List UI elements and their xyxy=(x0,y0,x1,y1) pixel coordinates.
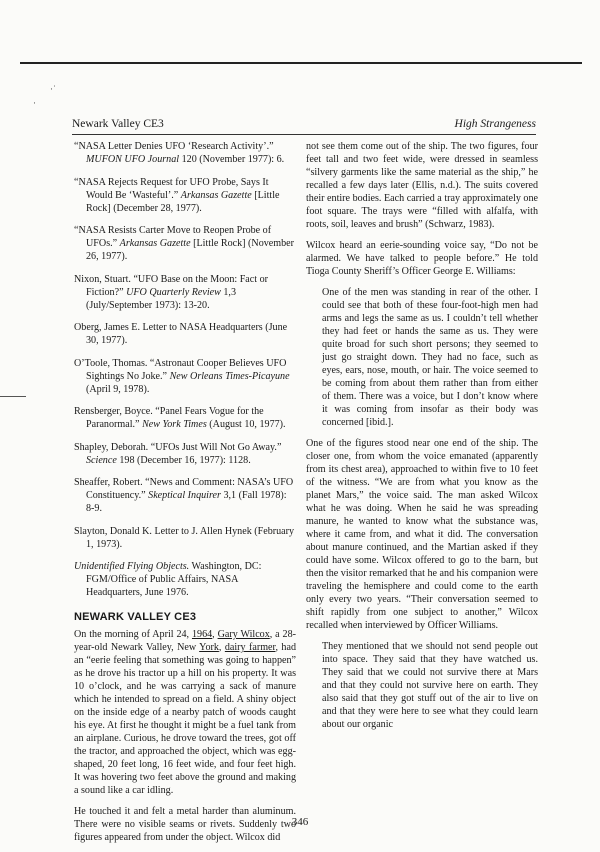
reference-entry: “NASA Letter Denies UFO ‘Research Activity’.” MUFON UFO Journal 120 (November 1977): 6. xyxy=(74,141,285,165)
right-column xyxy=(306,140,538,739)
reference-entry: “NASA Resists Carter Move to Reopen Probe of UFOs.” Arkansas Gazette [Little Rock] (November 26, 1977). xyxy=(74,225,295,262)
underlined-year: 1964 xyxy=(191,629,213,640)
section-title: NEWARK VALLEY CE3 xyxy=(74,611,197,623)
left-column xyxy=(74,140,296,852)
reference-entry: Rensberger, Boyce. “Panel Fears Vogue for the Paranormal.” New York Times (August 10, 1977). xyxy=(74,406,286,430)
underlined-name: Gary Wilcox xyxy=(217,629,270,640)
paragraph: Wilcox heard an eerie-sounding voice say, “Do not be alarmed. We have talked to people before.” He told Tioga County Sheriff’s Officer George E. Williams: xyxy=(306,240,538,277)
block-quote: One of the men was standing in rear of the other. I could see that both of these four-foot-high men had arms and legs the same as us. I couldn’t tell whether they had feet or hands the same as us. They were quite broad for such short persons; they seemed to just go straight down. They had no face, such as eyes, ears, nose, mouth, or hair. The voice seemed to be coming from about them rather than from either of them. There was a voice, but I don’t know where it was coming from insofar as their body was concerned [ibid.]. xyxy=(322,287,538,428)
paragraph: On the morning of April 24, 1964, Gary Wilcox, a 28-year-old Newark Valley, New York, dairy farmer, had an “eerie feeling that something was going to happen” as he drove his tractor up a hill on his property. It was 10 o’clock, and he was carrying a sack of manure which he intended to spread on a field. A shiny object on the inside edge of a nearby patch of woods caught his eye. At first he thought it might be a fuel tank from an airplane. Curious, he drove toward the trees, got off the tractor, and approached the object, which was egg-shaped, 20 feet long, 16 feet wide, and four feet high. It was hovering two feet above the ground and making a sound like a car idling. xyxy=(74,629,296,796)
margin-mark xyxy=(0,396,26,397)
paragraph: He touched it and felt a metal harder than aluminum. There were no visible seams or rivets. Suddenly two figures appeared from under the object. Wilcox did xyxy=(74,806,296,843)
reference-entry: “NASA Rejects Request for UFO Probe, Says It Would Be ‘Wasteful’.” Arkansas Gazette [Little Rock] (December 28, 1977). xyxy=(74,176,280,214)
page-number: 346 xyxy=(291,816,309,828)
reference-entry: Oberg, James E. Letter to NASA Headquarters (June 30, 1977). xyxy=(74,322,288,346)
reference-list xyxy=(74,140,296,599)
underlined-state: York xyxy=(199,642,219,653)
reference-entry: Sheaffer, Robert. “News and Comment: NASA’s UFO Constituency.” Skeptical Inquirer 3,1 (Fall 1978): 8-9. xyxy=(74,477,294,514)
reference-entry: Shapley, Deborah. “UFOs Just Will Not Go Away.” Science 198 (December 16, 1977): 1128. xyxy=(74,441,282,466)
reference-entry: Slayton, Donald K. Letter to J. Allen Hynek (February 1, 1973). xyxy=(74,525,295,550)
running-head-right: High Strangeness xyxy=(454,118,536,130)
top-rule xyxy=(20,62,582,64)
scan-speck: · xyxy=(33,98,36,108)
paragraph: One of the figures stood near one end of the ship. The closer one, from whom the voice emanated (apparently from its chest area), approached to within five to 10 feet of the witness. “We are from what you know as the planet Mars,” the voice said. The man asked Wilcox what he was doing. When he said he was spreading manure, he wanted to know what the substance was, where it came from, and what it did. The conversation about manure continued, and the Martian asked if they could have some. Wilcox offered to go to the barn, but then the visitor remarked that he and his companion were traveling the hemisphere and could come to the earth only every two years. “Their conversation seemed to shift rapidly from one subject to another,” Wilcox recalled when interviewed by Officer Williams. xyxy=(306,438,538,631)
block-quote: They mentioned that we should not send people out into space. They said that they have watched us. They said that we could not survive there at Mars and that they could not survive here on earth. They also said that they got stuff out of the air to live on and that they were here to see what they could learn about our organic xyxy=(322,641,538,730)
reference-entry: Nixon, Stuart. “UFO Base on the Moon: Fact or Fiction?” UFO Quarterly Review 1,3 (July/September 1973): 13-20. xyxy=(74,273,269,311)
reference-entry: Unidentified Flying Objects. Washington, DC: FGM/Office of Public Affairs, NASA Headquarters, June 1976. xyxy=(74,561,262,598)
paragraph: not see them come out of the ship. The two figures, four feet tall and two feet wide, were dressed in seamless “silvery garments like the same material as the ship,” he recalled a few days later (Ellis, n.d.). The suits covered their entire bodies. Each carried a tray approximately one foot square. The trays were “filled with alfalfa, with roots, soil, leaves and brush” (Schwarz, 1983). xyxy=(306,141,538,230)
scan-speck: ·˙ xyxy=(50,84,56,94)
header-rule xyxy=(72,134,536,135)
reference-entry: O’Toole, Thomas. “Astronaut Cooper Believes UFO Sightings No Joke.” New Orleans Times-Picayune (April 9, 1978). xyxy=(74,357,290,395)
underlined-occupation: dairy farmer xyxy=(224,642,276,653)
running-head-left: Newark Valley CE3 xyxy=(72,118,164,130)
